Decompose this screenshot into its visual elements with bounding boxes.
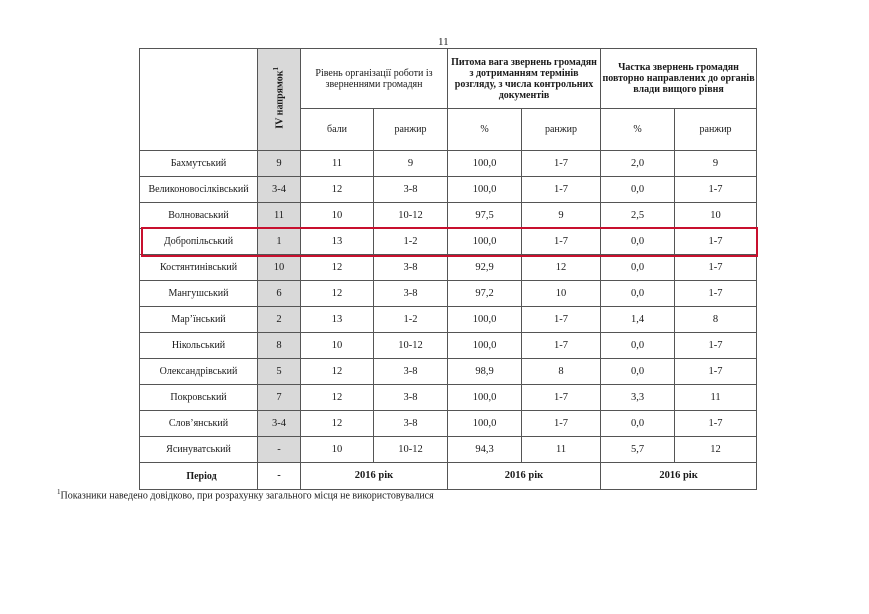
direction-rank: 11 [258,203,301,229]
table-cell: 1-7 [675,177,757,203]
table-row [140,333,757,359]
table-cell: 1-7 [522,411,601,437]
footnote: $^1$Показники наведено довідково, при розрахунку загального місця не використовувалися [57,488,434,502]
district-name: Мар’їнський [140,307,258,333]
table-cell: 3-8 [374,359,448,385]
table-cell: 1-7 [522,385,601,411]
table-cell: 0,0 [601,411,675,437]
table-cell: 12 [675,437,757,463]
table-cell: 1-2 [374,307,448,333]
table-cell: 1,4 [601,307,675,333]
table-cell: 100,0 [448,229,522,255]
header-direction-cell [258,49,301,151]
district-name: Олександрівський [140,359,258,385]
direction-rank: 1 [258,229,301,255]
subheader-cell: ранжир [675,109,757,151]
table-cell: 12 [301,359,374,385]
table-cell: 100,0 [448,177,522,203]
direction-rank: 10 [258,255,301,281]
district-name: Ясинуватський [140,437,258,463]
table-cell: 0,0 [601,177,675,203]
table-cell: 100,0 [448,385,522,411]
table-cell: 13 [301,229,374,255]
table-cell: 11 [522,437,601,463]
direction-header-label: IV напрямок$^1$ [271,66,286,129]
period-label: Період [140,463,258,490]
table-cell: 9 [675,151,757,177]
subheader-cell: бали [301,109,374,151]
table-cell: 97,2 [448,281,522,307]
district-name: Слов’янський [140,411,258,437]
table-row [140,177,757,203]
page-number: 11 [438,36,449,48]
header-corner-cell [140,49,258,151]
district-name: Нікольський [140,333,258,359]
table-row [140,385,757,411]
direction-rank: 9 [258,151,301,177]
table-cell: 12 [301,281,374,307]
table-row [140,151,757,177]
table-cell: 5,7 [601,437,675,463]
ranking-table [139,48,757,490]
table-cell: 97,5 [448,203,522,229]
header-group-organization: Рівень організації роботи із зверненнями громадян [301,49,448,109]
table-cell: 3,3 [601,385,675,411]
table-cell: 1-7 [675,281,757,307]
header-group-repeat-share: Частка звернень громадян повторно направлених до органів влади вищого рівня [601,49,757,109]
table-cell: 1-7 [522,307,601,333]
table-row [140,411,757,437]
direction-rank: - [258,437,301,463]
district-name: Добропільський [140,229,258,255]
period-value: 2016 рік [301,463,448,490]
table-cell: 3-8 [374,255,448,281]
table-cell: 13 [301,307,374,333]
table-cell: 0,0 [601,281,675,307]
table-cell: 12 [301,177,374,203]
table-cell: 0,0 [601,229,675,255]
table-cell: 0,0 [601,255,675,281]
table-cell: 3-8 [374,281,448,307]
district-name: Бахмутський [140,151,258,177]
direction-rank: 6 [258,281,301,307]
table-cell: 98,9 [448,359,522,385]
subheader-cell: % [601,109,675,151]
table-cell: 1-7 [522,151,601,177]
period-direction-cell: - [258,463,301,490]
table-cell: 100,0 [448,151,522,177]
table-cell: 0,0 [601,333,675,359]
table-cell: 11 [675,385,757,411]
direction-rank: 8 [258,333,301,359]
table-cell: 12 [301,385,374,411]
table-cell: 8 [675,307,757,333]
table-row [140,255,757,281]
table-cell: 12 [522,255,601,281]
table-cell: 9 [522,203,601,229]
district-name: Волноваський [140,203,258,229]
table-cell: 9 [374,151,448,177]
direction-rank: 5 [258,359,301,385]
table-cell: 1-7 [675,411,757,437]
subheader-cell: ранжир [374,109,448,151]
table-cell: 100,0 [448,307,522,333]
direction-rank: 3-4 [258,177,301,203]
table-cell: 10-12 [374,333,448,359]
subheader-cell: ранжир [522,109,601,151]
table-cell: 1-7 [522,229,601,255]
table-cell: 10-12 [374,203,448,229]
table-cell: 1-7 [522,177,601,203]
table-cell: 1-7 [675,359,757,385]
table-row [140,203,757,229]
table-cell: 0,0 [601,359,675,385]
table-cell: 8 [522,359,601,385]
table-cell: 10 [301,203,374,229]
period-row [140,463,757,490]
district-name: Великоновосілківський [140,177,258,203]
table-cell: 12 [301,255,374,281]
table-cell: 100,0 [448,333,522,359]
subheader-cell: % [448,109,522,151]
table-row [140,281,757,307]
table-cell: 10 [301,437,374,463]
table-cell: 1-7 [675,255,757,281]
table-cell: 1-7 [675,229,757,255]
table-cell: 92,9 [448,255,522,281]
direction-rank: 7 [258,385,301,411]
table-cell: 2,0 [601,151,675,177]
table-cell: 3-8 [374,177,448,203]
table-cell: 12 [301,411,374,437]
table-row [140,437,757,463]
table-row [140,307,757,333]
table-cell: 1-2 [374,229,448,255]
table-cell: 2,5 [601,203,675,229]
table-cell: 10-12 [374,437,448,463]
table-cell: 1-7 [522,333,601,359]
table-cell: 3-8 [374,385,448,411]
direction-rank: 3-4 [258,411,301,437]
table-cell: 10 [522,281,601,307]
table-cell: 10 [675,203,757,229]
district-name: Покровський [140,385,258,411]
table-cell: 94,3 [448,437,522,463]
table-cell: 3-8 [374,411,448,437]
table-row-highlighted [140,229,757,255]
district-name: Костянтинівський [140,255,258,281]
table-cell: 10 [301,333,374,359]
period-value: 2016 рік [601,463,757,490]
table-cell: 100,0 [448,411,522,437]
table-row [140,359,757,385]
district-name: Мангушський [140,281,258,307]
direction-rank: 2 [258,307,301,333]
table-cell: 1-7 [675,333,757,359]
table-cell: 11 [301,151,374,177]
period-value: 2016 рік [448,463,601,490]
header-group-timely-share: Питома вага звернень громадян з дотриманням термінів розгляду, з числа контрольних документів [448,49,601,109]
